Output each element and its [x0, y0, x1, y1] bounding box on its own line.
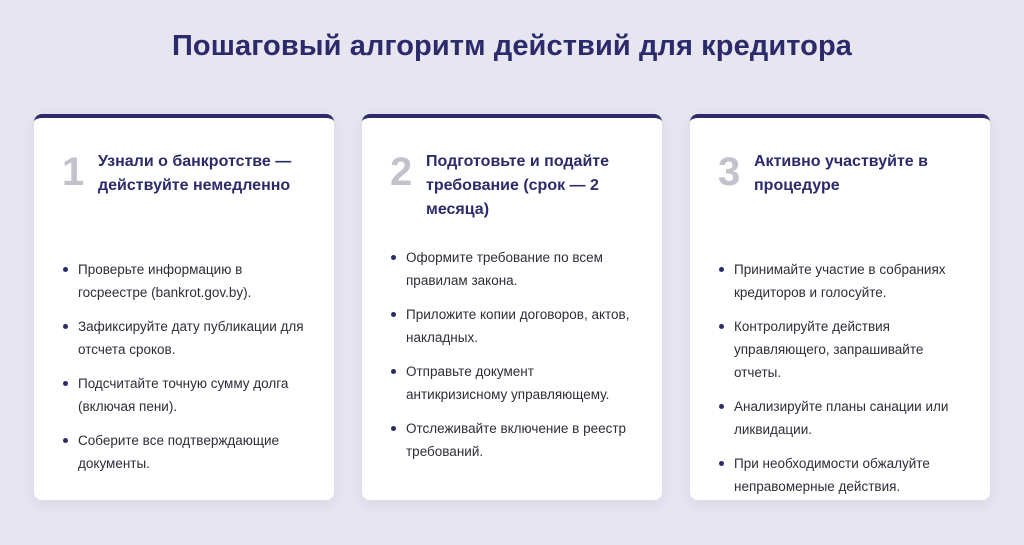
bullet-icon — [719, 461, 724, 466]
step-header — [718, 148, 966, 224]
list-item — [718, 315, 966, 384]
list-item-text: Оформите требование по всем правилам закона. — [406, 250, 603, 288]
step-list — [390, 246, 638, 463]
step-title: Узнали о банкротстве — действуйте немедленно — [98, 153, 292, 194]
step-number: 2 — [390, 150, 413, 194]
list-item — [718, 395, 966, 441]
bullet-icon — [63, 438, 68, 443]
list-item — [390, 360, 638, 406]
list-item-text: Анализируйте планы санации или ликвидации. — [734, 399, 949, 437]
list-item — [390, 303, 638, 349]
bullet-icon — [719, 404, 724, 409]
list-item — [62, 258, 310, 304]
list-item-text: Соберите все подтверждающие документы. — [78, 433, 280, 471]
bullet-icon — [391, 312, 396, 317]
list-item-text: Приложите копии договоров, актов, накладных. — [406, 307, 630, 345]
list-item-text: Зафиксируйте дату публикации для отсчета сроков. — [78, 319, 304, 357]
list-item — [62, 372, 310, 418]
step-list — [62, 258, 310, 475]
page-title: Пошаговый алгоритм действий для кредитора — [171, 30, 853, 62]
list-item — [718, 258, 966, 304]
step-header — [62, 148, 310, 224]
bullet-icon — [63, 381, 68, 386]
bullet-icon — [391, 369, 396, 374]
list-item-text: Отслеживайте включение в реестр требований. — [406, 421, 627, 459]
bullet-icon — [719, 267, 724, 272]
bullet-icon — [719, 324, 724, 329]
list-item-text: Подсчитайте точную сумму долга (включая пени). — [78, 376, 289, 414]
bullet-icon — [63, 324, 68, 329]
list-item — [62, 429, 310, 475]
bullet-icon — [391, 426, 396, 431]
list-item — [62, 315, 310, 361]
list-item-text: Контролируйте действия управляющего, запрашивайте отчеты. — [734, 319, 924, 380]
step-card-1 — [34, 114, 334, 500]
list-item-text: При необходимости обжалуйте неправомерные действия. — [734, 456, 930, 494]
step-list — [718, 258, 966, 498]
step-title: Подготовьте и подайте требование (срок — 2 месяца) — [426, 153, 610, 218]
list-item-text: Отправьте документ антикризисному управляющему. — [406, 364, 610, 402]
list-item — [718, 452, 966, 498]
bullet-icon — [391, 255, 396, 260]
step-header — [390, 148, 638, 224]
step-title: Активно участвуйте в процедуре — [754, 153, 928, 194]
list-item-text: Принимайте участие в собраниях кредиторов и голосуйте. — [734, 262, 946, 300]
step-number: 1 — [62, 150, 85, 194]
list-item — [390, 246, 638, 292]
list-item-text: Проверьте информацию в госреестре (bankrot.gov.by). — [78, 262, 252, 300]
list-item — [390, 417, 638, 463]
step-card-3 — [690, 114, 990, 500]
step-number: 3 — [718, 150, 741, 194]
bullet-icon — [63, 267, 68, 272]
steps-container — [34, 114, 990, 500]
step-card-2 — [362, 114, 662, 500]
